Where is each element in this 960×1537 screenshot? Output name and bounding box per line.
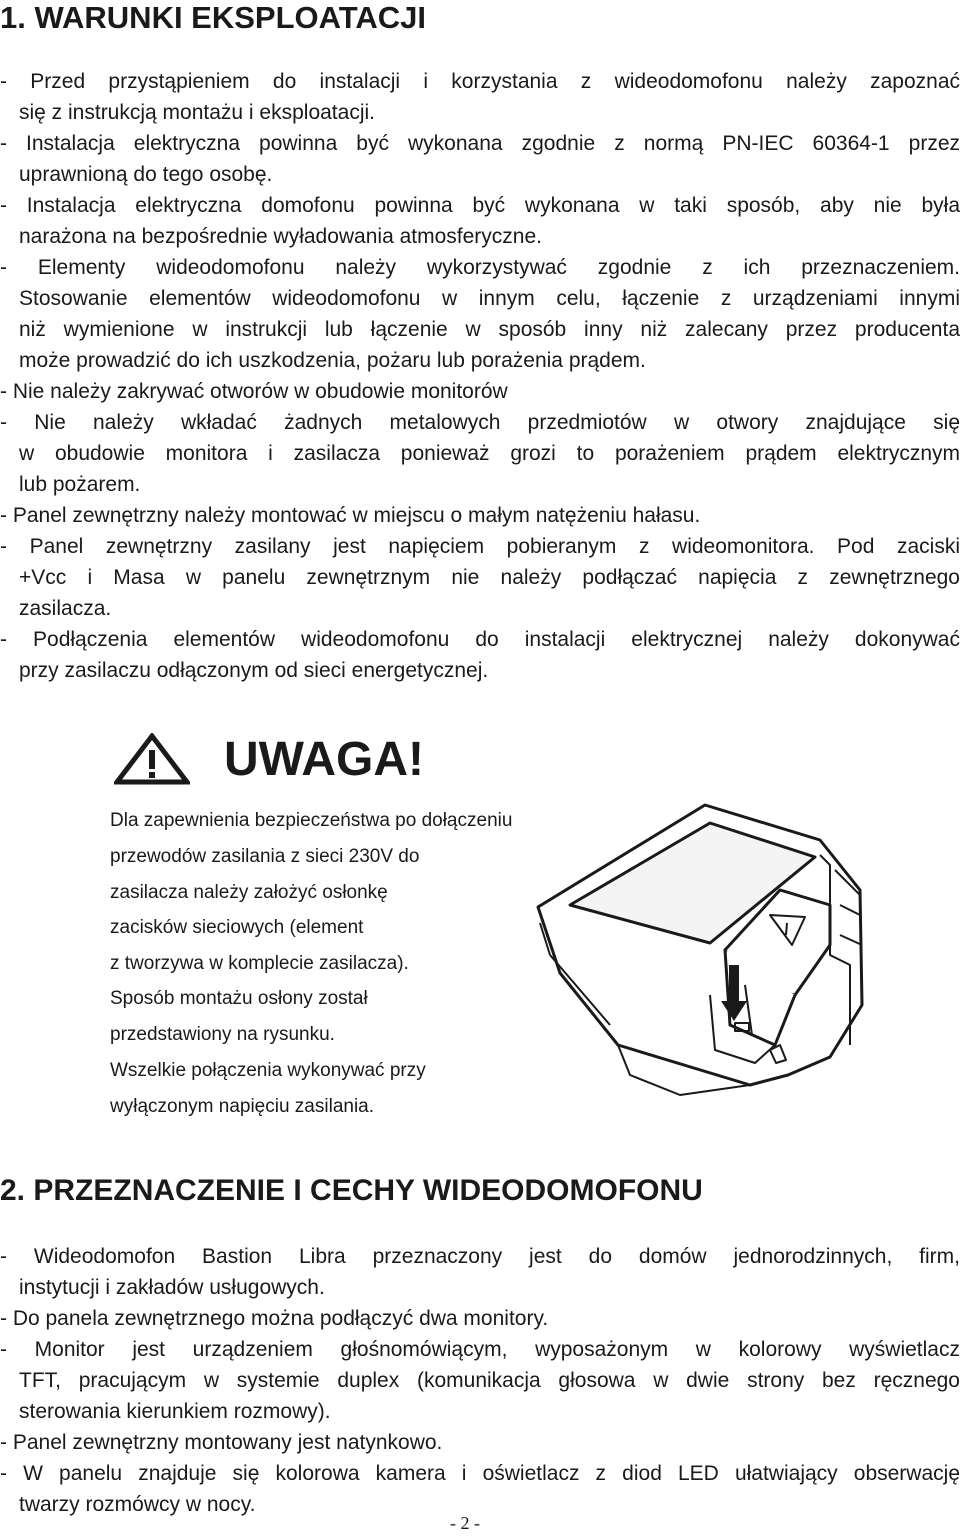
s2-line-0: - Wideodomofon Bastion Libra przeznaczony jest do domów jednorodzinnych, firm, — [0, 1245, 960, 1268]
s1-line-12: w obudowie monitora i zasilacza ponieważ grozi to porażeniem prądem elektrycznym — [19, 442, 960, 465]
warning-line-2: zasilacza należy założyć osłonkę — [110, 882, 388, 903]
section-1-heading: 1. WARUNKI EKSPLOATACJI — [0, 0, 426, 35]
s1-line-6: - Elementy wideodomofonu należy wykorzystywać zgodnie z ich przeznaczeniem. — [0, 256, 960, 279]
warning-line-3: zacisków sieciowych (element — [110, 917, 364, 938]
s1-line-14: - Panel zewnętrzny należy montować w miejscu o małym natężeniu hałasu. — [0, 504, 701, 527]
s1-line-9: może prowadzić do ich uszkodzenia, pożaru lub porażenia prądem. — [19, 349, 646, 372]
s1-line-8: niż wymienione w instrukcji lub łączenie w sposób inny niż zalecany przez producenta — [19, 318, 960, 341]
s1-line-13: lub pożarem. — [19, 473, 141, 496]
s2-line-8: twarzy rozmówcy w nocy. — [19, 1493, 256, 1516]
s1-line-2: - Instalacja elektryczna powinna być wykonana zgodnie z normą PN-IEC 60364-1 przez — [0, 132, 960, 155]
s1-line-1: się z instrukcją montażu i eksploatacji. — [19, 101, 375, 124]
warning-line-4: z tworzywa w komplecie zasilacza). — [110, 953, 409, 974]
warning-title: UWAGA! — [224, 733, 424, 786]
warning-line-5: Sposób montażu osłony został — [110, 988, 368, 1009]
s1-line-10: - Nie należy zakrywać otworów w obudowie monitorów — [0, 380, 508, 403]
power-supply-illustration — [530, 795, 880, 1120]
s1-line-16: +Vcc i Masa w panelu zewnętrznym nie należy podłączać napięcia z zewnętrznego — [19, 566, 960, 589]
s1-line-4: - Instalacja elektryczna domofonu powinna być wykonana w taki sposób, aby nie była — [0, 194, 960, 217]
s1-line-19: przy zasilaczu odłączonym od sieci energetycznej. — [19, 659, 489, 682]
s1-line-7: Stosowanie elementów wideodomofonu w innym celu, łączenie z urządzeniami innymi — [19, 287, 960, 310]
warning-triangle-icon — [114, 733, 190, 790]
warning-line-6: przedstawiony na rysunku. — [110, 1024, 335, 1045]
s1-line-11: - Nie należy wkładać żadnych metalowych przedmiotów w otwory znajdujące się — [0, 411, 960, 434]
s2-line-6: - Panel zewnętrzny montowany jest natynkowo. — [0, 1431, 443, 1454]
s1-line-17: zasilacza. — [19, 597, 112, 620]
s2-line-1: instytucji i zakładów usługowych. — [19, 1276, 325, 1299]
warning-line-8: wyłączonym napięciu zasilania. — [110, 1096, 375, 1117]
s1-line-18: - Podłączenia elementów wideodomofonu do instalacji elektrycznej należy dokonywać — [0, 628, 960, 651]
s2-line-7: - W panelu znajduje się kolorowa kamera i oświetlacz z diod LED ułatwiający obserwację — [0, 1462, 960, 1485]
s2-line-4: TFT, pracującym w systemie duplex (komunikacja głosowa w dwie strony bez ręcznego — [19, 1369, 960, 1392]
section-2-heading: 2. PRZEZNACZENIE I CECHY WIDEODOMOFONU — [0, 1174, 703, 1207]
warning-line-7: Wszelkie połączenia wykonywać przy — [110, 1060, 426, 1081]
s1-line-15: - Panel zewnętrzny zasilany jest napięciem pobieranym z wideomonitora. Pod zaciski — [0, 535, 960, 558]
s2-line-3: - Monitor jest urządzeniem głośnomówiącym, wyposażonym w kolorowy wyświetlacz — [0, 1338, 960, 1361]
page-number: - 2 - — [450, 1513, 480, 1533]
warning-line-1: przewodów zasilania z sieci 230V do — [110, 846, 420, 867]
warning-line-0: Dla zapewnienia bezpieczeństwa po dołączeniu — [110, 810, 513, 831]
s1-line-0: - Przed przystąpieniem do instalacji i korzystania z wideodomofonu należy zapoznać — [0, 70, 960, 93]
s1-line-3: uprawnioną do tego osobę. — [19, 163, 273, 186]
s2-line-5: sterowania kierunkiem rozmowy). — [19, 1400, 331, 1423]
s1-line-5: narażona na bezpośrednie wyładowania atmosferyczne. — [19, 225, 542, 248]
s2-line-2: - Do panela zewnętrznego można podłączyć dwa monitory. — [0, 1307, 549, 1330]
